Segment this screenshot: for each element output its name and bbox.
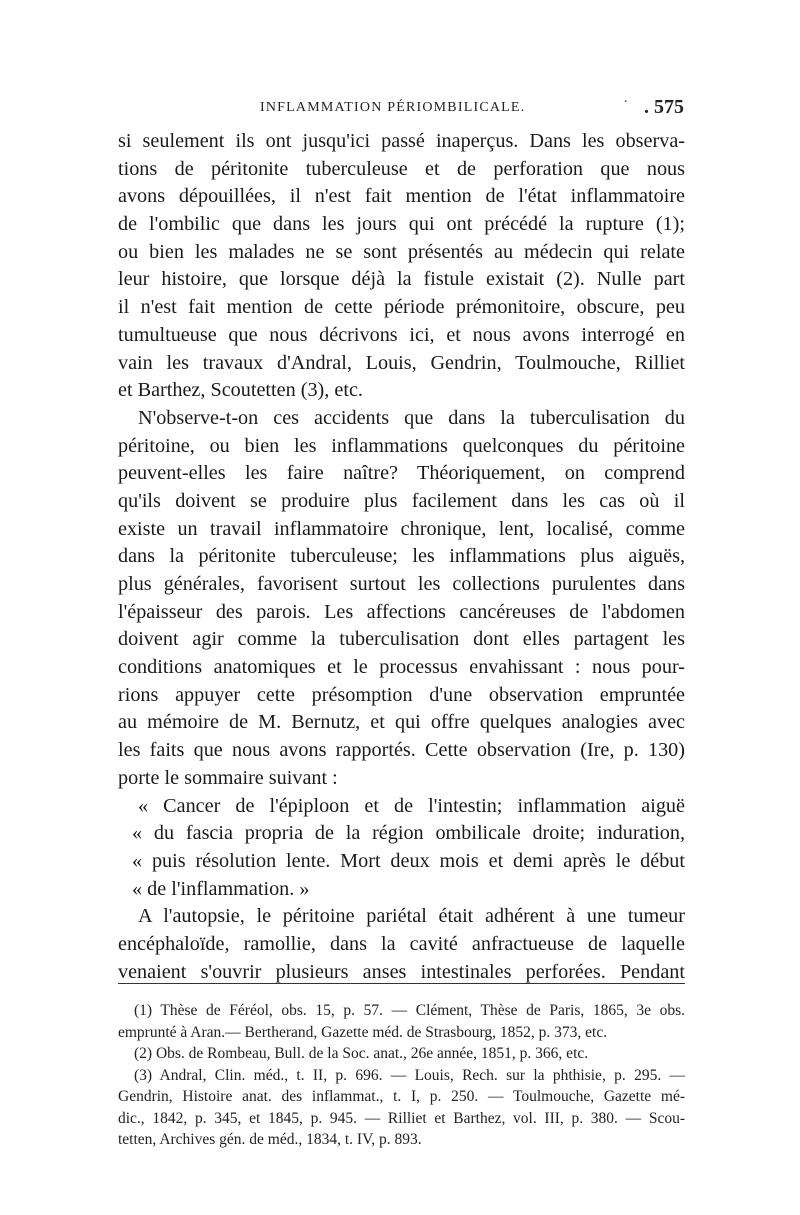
footnote-line: (3) Andral, Clin. méd., t. II, p. 696. — Louis, Rech. sur la phthisie, p. 295. — <box>134 1066 685 1084</box>
text-line: dans la péritonite tuberculeuse; les inflammations plus aiguës, <box>118 545 685 568</box>
text-line: doivent agir comme la tuberculisation dont elles partagent les <box>118 628 685 651</box>
text-line: venaient s'ouvrir plusieurs anses intestinales perforées. Pendant <box>118 960 685 983</box>
text-line: encéphaloïde, ramollie, dans la cavité anfractueuse de laquelle <box>118 932 685 955</box>
page-number: . 575 <box>644 96 684 118</box>
text-line: péritoine, ou bien les inflammations quelconques du péritoine <box>118 434 685 457</box>
text-line: rions appuyer cette présomption d'une observation empruntée <box>118 683 685 706</box>
text-line: les faits que nous avons rapportés. Cette observation (Ire, p. 130) <box>118 739 685 762</box>
text-line: porte le sommaire suivant : <box>118 766 338 789</box>
quote-line: « Cancer de l'épiploon et de l'intestin; inflammation aiguë <box>138 794 685 817</box>
text-line: qu'ils doivent se produire plus facilement dans les cas où il <box>118 489 685 512</box>
text-line: conditions anatomiques et le processus envahissant : nous pour- <box>118 656 685 679</box>
text-line: si seulement ils ont jusqu'ici passé inaperçus. Dans les observa- <box>118 130 685 152</box>
running-head: INFLAMMATION PÉRIOMBILICALE. <box>260 100 526 115</box>
footnotes <box>118 1000 685 1151</box>
footnote-line: (1) Thèse de Féréol, obs. 15, p. 57. — Clément, Thèse de Paris, 1865, 3e obs. <box>134 1002 685 1019</box>
text-line: vain les travaux d'Andral, Louis, Gendrin, Toulmouche, Rilliet <box>118 351 685 374</box>
main-text <box>118 128 685 986</box>
text-line: ou bien les malades ne se sont présentés au médecin qui relate <box>118 240 685 263</box>
footnote-divider <box>118 983 685 984</box>
quote-line: « du fascia propria de la région ombilicale droite; induration, <box>132 822 685 845</box>
text-line: peuvent-elles les faire naître? Théoriquement, on comprend <box>118 462 685 485</box>
text-line: A l'autopsie, le péritoine pariétal était adhérent à une tumeur <box>138 905 685 928</box>
text-line: avons dépouillées, il n'est fait mention de l'état inflammatoire <box>118 185 685 208</box>
footnote-line: (2) Obs. de Rombeau, Bull. de la Soc. anat., 26e année, 1851, p. 366, etc. <box>134 1045 589 1062</box>
quote-line: « de l'inflammation. » <box>132 877 310 900</box>
footnote-line: Gendrin, Histoire anat. des inflammat., t. I, p. 250. — Toulmouche, Gazette mé- <box>118 1088 685 1105</box>
text-line: l'épaisseur des parois. Les affections cancéreuses de l'abdomen <box>118 600 685 623</box>
text-line: au mémoire de M. Bernutz, et qui offre quelques analogies avec <box>118 711 685 734</box>
text-line: plus générales, favorisent surtout les collections purulentes dans <box>118 573 685 595</box>
quote-line: « puis résolution lente. Mort deux mois et demi après le début <box>132 849 685 872</box>
text-line: tumultueuse que nous décrivons ici, et nous avons interrogé en <box>118 323 685 346</box>
text-line: N'observe-t-on ces accidents que dans la tuberculisation du <box>138 406 685 429</box>
text-line: de l'ombilic que dans les jours qui ont précédé la rupture (1); <box>118 213 685 236</box>
page-header <box>118 96 684 122</box>
text-line: tions de péritonite tuberculeuse et de perforation que nous <box>118 157 685 180</box>
text-line: existe un travail inflammatoire chronique, lent, localisé, comme <box>118 517 685 540</box>
footnote-line: emprunté à Aran.— Bertherand, Gazette méd. de Strasbourg, 1852, p. 373, etc. <box>118 1023 608 1041</box>
header-mark: · <box>623 94 628 110</box>
text-line: leur histoire, que lorsque déjà la fistule existait (2). Nulle part <box>118 268 685 291</box>
footnote-line: dic., 1842, p. 345, et 1845, p. 945. — Rilliet et Barthez, vol. III, p. 380. — Scou- <box>118 1109 685 1127</box>
text-line: il n'est fait mention de cette période prémonitoire, obscure, peu <box>118 296 685 319</box>
footnote-line: tetten, Archives gén. de méd., 1834, t. IV, p. 893. <box>118 1131 422 1148</box>
text-line: et Barthez, Scoutetten (3), etc. <box>118 379 363 402</box>
